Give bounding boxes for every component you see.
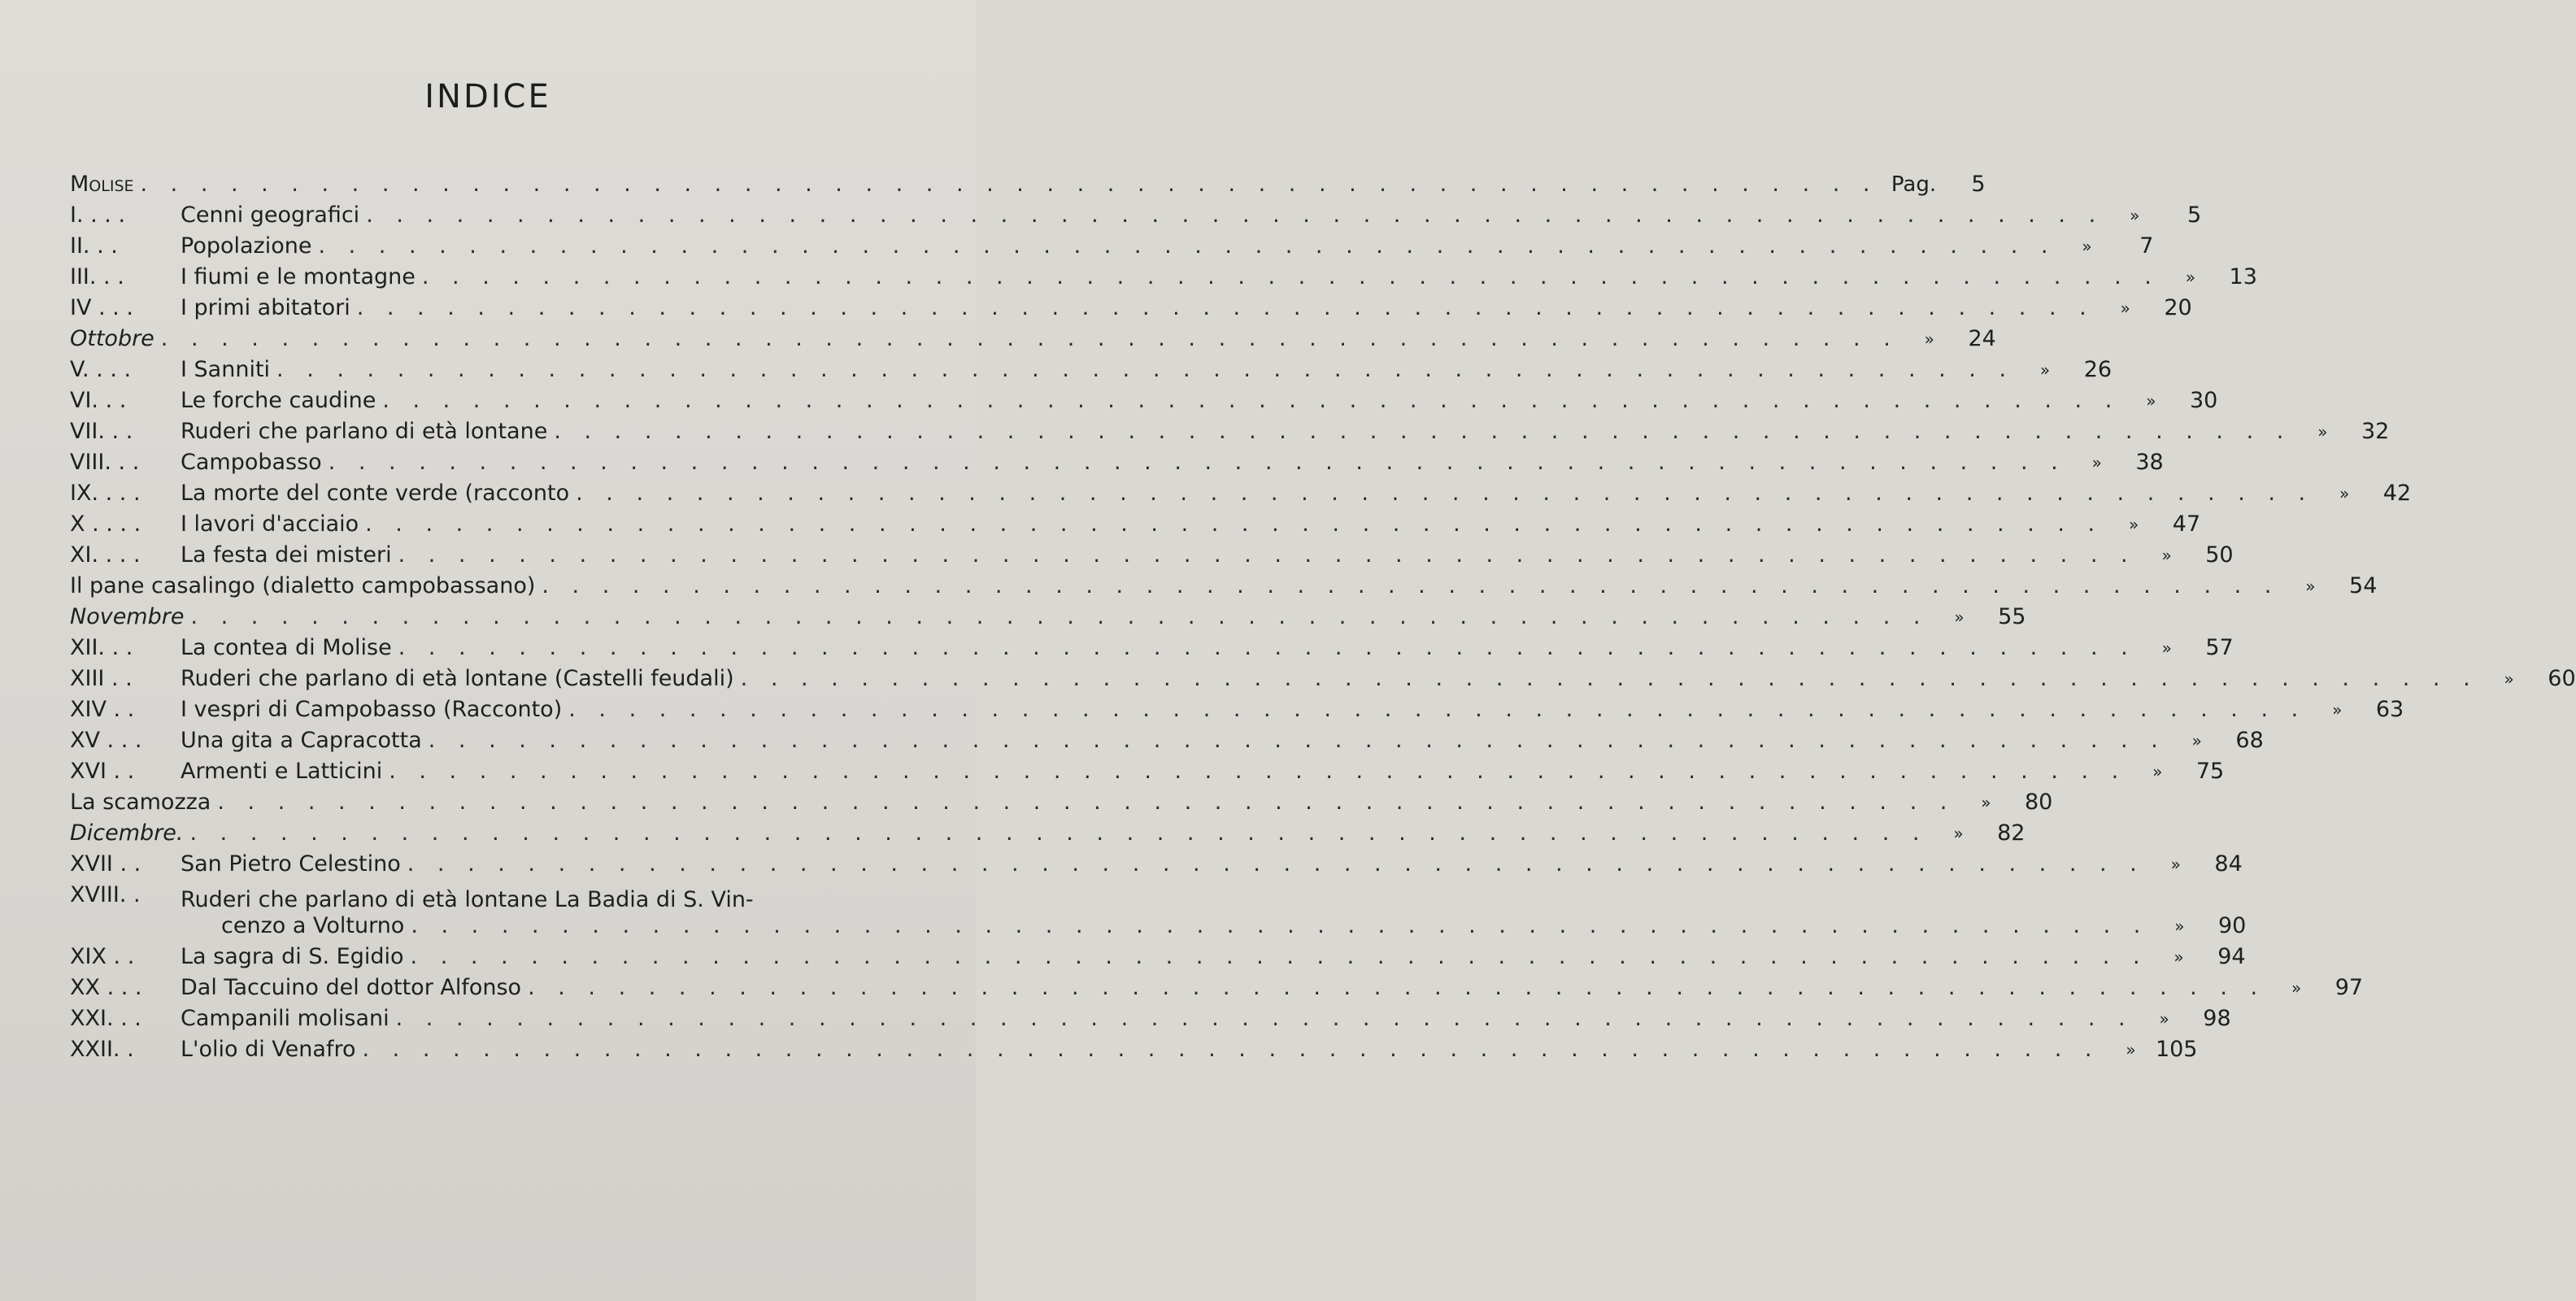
toc-entry-number: XXII. . [70,1037,134,1062]
toc-entry-number: VI. . . [70,388,127,413]
toc-entry-chapter-3 [70,259,2257,290]
toc-entry-title: Dicembre. [70,820,184,846]
toc-entry-chapter-21 [70,1001,2231,1032]
toc-entry-chapter-22 [70,1032,2198,1063]
toc-entry-title: Campanili molisani [181,1006,389,1031]
ditto-mark: » [2305,577,2316,596]
toc-entry-chapter-17 [70,846,2243,877]
toc-entry-chapter-19 [70,939,2246,970]
ditto-mark: » [2332,700,2343,720]
ditto-mark: » [2120,298,2130,318]
toc-entry-page: 97 [2334,975,2364,1000]
leader-dots [382,388,2120,414]
toc-entry-page: 47 [2172,511,2201,537]
toc-entry-number: XI. . . . [70,542,141,568]
toc-entry-chapter-18 [70,877,2247,939]
toc-entry-chapter-6 [70,383,2218,414]
toc-entry-page: 50 [2205,542,2234,568]
toc-entry-page: 38 [2135,450,2164,475]
toc-entry-chapter-12 [70,630,2234,661]
toc-entry-page: 42 [2382,481,2412,506]
leader-dots [422,264,2160,290]
toc-entry-chapter-8 [70,445,2164,476]
ditto-mark: » [2174,916,2185,936]
toc-month-novembre [70,599,2026,630]
toc-entry-page: 30 [2189,388,2218,413]
toc-entry-title: Il pane casalingo (dialetto campobassano) [70,573,536,598]
toc-entry-page: 84 [2214,851,2243,877]
ditto-mark: » [2091,453,2102,472]
toc-entry-page: 55 [1998,604,2026,629]
toc-entry-page: 60 [2548,666,2576,691]
leader-dots [318,233,2056,259]
toc-entry-chapter-4 [70,290,2192,321]
toc-entry-number: XIII . . [70,666,133,691]
toc-entry-title: Ruderi che parlano di età lontane La Badia di S. Vin- [181,887,754,912]
leader-dots [141,172,1878,198]
toc-entry-title: La morte del conte verde (racconto [181,481,570,506]
toc-entry-page: 54 [2349,573,2378,598]
ditto-mark: » [1953,824,1964,843]
toc-entry-title: Campobasso [181,450,322,475]
toc-entry-pane-casalingo [70,568,2378,599]
toc-entry-number: XVII . . [70,851,141,877]
ditto-mark: » [2317,422,2328,442]
toc-entry-page: 57 [2205,635,2234,660]
toc-entry-page: 90 [2217,913,2247,938]
ditto-mark: » [1954,607,1965,627]
ditto-mark: » [2185,268,2195,287]
toc-entry-page: 105 [2155,1037,2198,1062]
toc-entry-title: Novembre [70,604,185,629]
toc-entry-title: I vespri di Campobasso (Racconto) [181,697,563,722]
toc-entry-title: I fiumi e le montagne [181,264,416,289]
leader-dots [389,759,2126,785]
toc-entry-number: XV . . . [70,728,142,753]
ditto-mark: » [2082,237,2092,256]
toc-entry-number: XVI . . [70,759,135,784]
leader-dots [189,820,1927,846]
toc-entry-number: VIII. . . [70,450,140,475]
toc-entry-page: 5 [1971,172,1986,197]
toc-entry-number: V. . . . [70,357,132,382]
toc-entry-title: Una gita a Capracotta [181,728,422,753]
toc-entry-title: La festa dei misteri [181,542,392,568]
toc-entry-title: Cenni geografici [181,202,360,228]
leader-dots [276,357,2014,383]
leader-dots [366,202,2104,228]
toc-entry-number: XIV . . [70,697,135,722]
toc-entry-title: Armenti e Latticini [181,759,383,784]
toc-entry-number: XIX . . [70,944,135,969]
toc-entry-chapter-11 [70,537,2234,568]
toc-entry-page: 63 [2375,697,2404,722]
leader-dots [411,944,2148,970]
ditto-mark: » [2146,391,2156,411]
leader-dots [365,511,2103,537]
toc-entry-title: Le forche caudine [181,388,376,413]
pag-label: Pag. [1891,172,1937,197]
toc-entry-chapter-2 [70,228,2154,259]
leader-dots [528,975,2265,1001]
toc-entry-title: I Sanniti [181,357,271,382]
toc-entry-title: La sagra di S. Egidio [181,944,404,969]
toc-entry-page: 82 [1997,820,2026,846]
toc-entry-title-wrap [181,887,2155,939]
toc-entry-scamozza [70,785,2053,816]
toc-entry-page: 7 [2139,233,2154,259]
leader-dots [576,481,2313,507]
leader-dots [396,1006,2134,1032]
ditto-mark: » [2161,638,2172,658]
ditto-mark: » [2152,762,2163,781]
leader-dots [407,851,2145,877]
toc-entry-title: Ruderi che parlano di età lontane (Castelli feudali) [181,666,734,691]
toc-entry-number: XVIII. . [70,882,141,907]
page-title: INDICE [424,78,551,115]
ditto-mark: » [2161,546,2172,565]
toc-entry-page: 5 [2187,202,2202,228]
toc-entry-page: 75 [2195,759,2225,784]
ditto-mark: » [1981,793,1991,812]
toc-entry-title: Ottobre [70,326,154,351]
toc-entry-chapter-9 [70,476,2412,507]
toc-entry-number: I. . . . [70,202,126,228]
toc-entry-chapter-14 [70,692,2404,723]
toc-entry-number: X . . . . [70,511,141,537]
toc-entry-chapter-10 [70,507,2201,537]
toc-entry-title: Dal Taccuino del dottor Alfonso [181,975,522,1000]
toc-section-molise [70,167,1986,198]
toc-month-ottobre [70,321,1996,352]
leader-dots [329,450,2066,476]
toc-entry-title: La contea di Molise [181,635,392,660]
toc-entry-chapter-5 [70,352,2113,383]
toc-entry-title: Ruderi che parlano di età lontane [181,419,548,444]
leader-dots [217,790,1955,816]
ditto-mark: » [2174,947,2184,967]
leader-dots [568,697,2306,723]
toc-entry-page: 80 [2024,790,2053,815]
toc-entry-number: XXI. . . [70,1006,141,1031]
ditto-mark: » [2039,360,2051,380]
toc-entry-page: 32 [2361,419,2390,444]
toc-entry-page: 13 [2229,264,2257,289]
toc-entry-title: San Pietro Celestino [181,851,401,877]
table-of-contents [70,167,2576,1063]
leader-dots [741,666,2478,692]
ditto-mark: » [1924,329,1934,349]
ditto-mark: » [2339,484,2350,503]
toc-entry-page: 68 [2235,728,2264,753]
leader-dots [411,913,2148,939]
ditto-mark: » [2191,731,2202,751]
toc-entry-title: Popolazione [181,233,312,259]
ditto-mark: » [2504,669,2514,689]
toc-entry-number: II. . . [70,233,118,259]
leader-dots [554,419,2291,445]
toc-entry-number: III. . . [70,264,124,289]
leader-dots [161,326,1899,352]
ditto-mark: » [2129,515,2139,534]
toc-entry-number: IV . . . [70,295,133,320]
toc-entry-chapter-20 [70,970,2364,1001]
ditto-mark: » [2291,978,2302,998]
toc-entry-number: XX . . . [70,975,142,1000]
toc-entry-page: 20 [2164,295,2192,320]
toc-entry-page: 26 [2083,357,2113,382]
toc-entry-page: 98 [2203,1006,2231,1031]
toc-entry-chapter-1 [70,198,2202,228]
ditto-mark: » [2126,1040,2136,1060]
leader-dots [542,573,2279,599]
toc-entry-chapter-7 [70,414,2390,445]
toc-entry-title-line2 [181,913,2155,939]
leader-dots [363,1037,2100,1063]
toc-entry-page: 24 [1968,326,1996,351]
toc-entry-page: 94 [2217,944,2246,969]
ditto-mark: » [2170,855,2181,874]
toc-entry-chapter-15 [70,723,2264,754]
leader-dots [429,728,2166,754]
leader-dots [398,635,2136,661]
leader-dots [190,604,1928,630]
toc-entry-number: VII. . . [70,419,133,444]
toc-month-dicembre [70,816,2026,846]
toc-entry-title: Molise [70,172,134,197]
toc-entry-chapter-16 [70,754,2225,785]
toc-entry-title-continued: cenzo a Volturno [221,913,405,938]
toc-entry-number: IX. . . . [70,481,141,506]
toc-entry-title: La scamozza [70,790,211,815]
toc-entry-title: I primi abitatori [181,295,350,320]
ditto-mark: » [2159,1009,2169,1029]
toc-entry-number: XII. . . [70,635,133,660]
toc-entry-title: I lavori d'acciaio [181,511,359,537]
leader-dots [357,295,2095,321]
ditto-mark: » [2130,206,2140,225]
toc-entry-chapter-13 [70,661,2576,692]
leader-dots [398,542,2136,568]
toc-entry-title: L'olio di Venafro [181,1037,356,1062]
